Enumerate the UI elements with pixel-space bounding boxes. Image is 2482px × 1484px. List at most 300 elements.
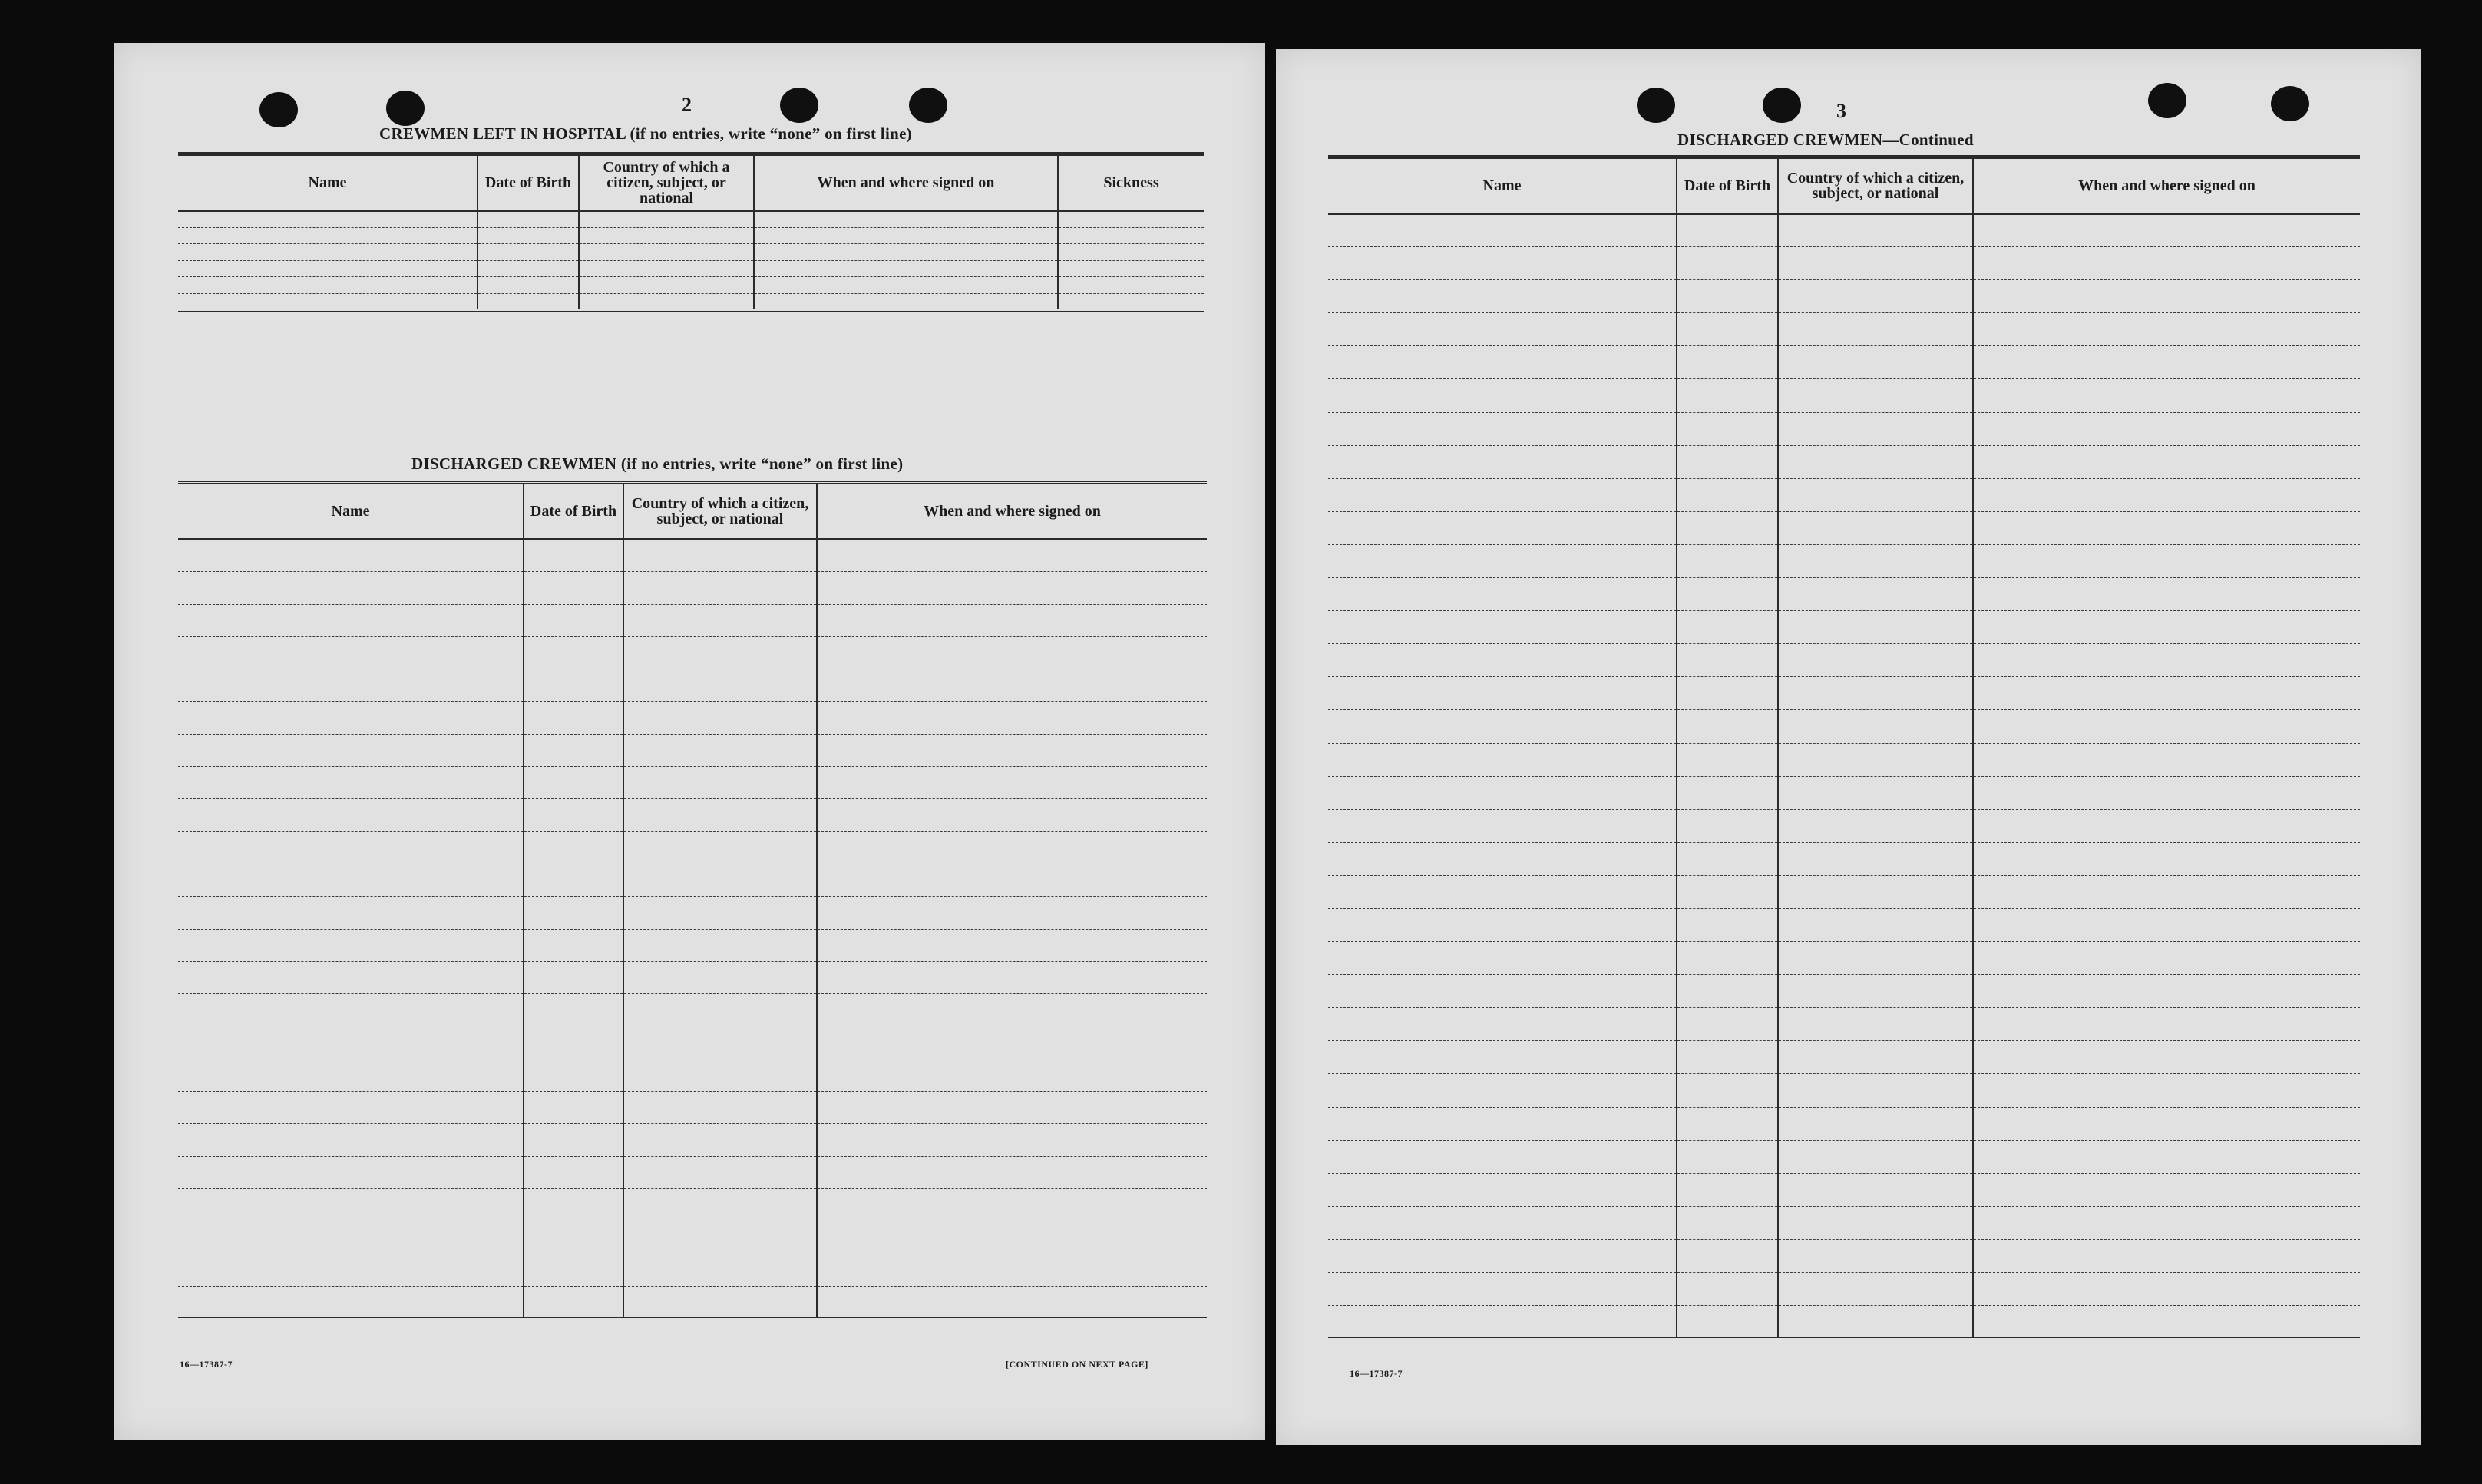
- table-cell[interactable]: [1328, 776, 1677, 809]
- table-cell[interactable]: [623, 702, 817, 734]
- table-cell[interactable]: [1973, 677, 2360, 710]
- table-cell[interactable]: [1677, 247, 1778, 280]
- table-cell[interactable]: [1328, 578, 1677, 611]
- table-cell[interactable]: [1328, 710, 1677, 743]
- table-cell[interactable]: [1677, 1140, 1778, 1173]
- table-cell[interactable]: [1973, 1173, 2360, 1206]
- table-cell[interactable]: [817, 604, 1207, 636]
- table-cell[interactable]: [754, 244, 1058, 261]
- table-cell[interactable]: [524, 831, 623, 864]
- table-cell[interactable]: [817, 1286, 1207, 1318]
- table-row: [178, 211, 1204, 228]
- table-cell[interactable]: [178, 540, 524, 572]
- table-cell[interactable]: [1328, 875, 1677, 908]
- table-cell[interactable]: [1778, 1008, 1973, 1041]
- table-cell[interactable]: [1677, 1206, 1778, 1239]
- table-row: [178, 831, 1207, 864]
- table-cell[interactable]: [579, 227, 754, 244]
- table-row: [1328, 346, 2360, 379]
- table-cell[interactable]: [1677, 412, 1778, 445]
- table-cell[interactable]: [623, 1156, 817, 1188]
- table-cell[interactable]: [1973, 578, 2360, 611]
- table-cell[interactable]: [1973, 942, 2360, 975]
- table-cell[interactable]: [1677, 1173, 1778, 1206]
- table-row: [178, 767, 1207, 799]
- table-cell[interactable]: [817, 572, 1207, 604]
- table-cell[interactable]: [178, 277, 478, 294]
- table-cell[interactable]: [1328, 214, 1677, 247]
- table-cell[interactable]: [754, 277, 1058, 294]
- table-cell[interactable]: [817, 636, 1207, 669]
- table-cell[interactable]: [524, 961, 623, 993]
- table-cell[interactable]: [623, 1221, 817, 1254]
- table-cell[interactable]: [817, 929, 1207, 961]
- table-cell[interactable]: [1328, 942, 1677, 975]
- table-cell[interactable]: [178, 961, 524, 993]
- table-row: [1328, 1041, 2360, 1074]
- table-cell[interactable]: [1677, 511, 1778, 544]
- table-cell[interactable]: [524, 1286, 623, 1318]
- table-row: [178, 799, 1207, 831]
- table-cell[interactable]: [1328, 1206, 1677, 1239]
- table-cell[interactable]: [1328, 511, 1677, 544]
- table-cell[interactable]: [1677, 611, 1778, 644]
- table-cell[interactable]: [1778, 809, 1973, 842]
- table-cell[interactable]: [1778, 313, 1973, 346]
- table-row: [178, 669, 1207, 702]
- discharged-title: DISCHARGED CREWMEN: [411, 454, 617, 473]
- table-cell[interactable]: [1973, 478, 2360, 511]
- table-cell[interactable]: [623, 1188, 817, 1221]
- punch-hole: [909, 88, 947, 123]
- table-cell[interactable]: [1778, 1140, 1973, 1173]
- table-cell[interactable]: [1778, 908, 1973, 941]
- table-cell[interactable]: [1973, 644, 2360, 677]
- table-cell[interactable]: [524, 1254, 623, 1286]
- table-cell[interactable]: [817, 1026, 1207, 1059]
- table-cell[interactable]: [817, 1188, 1207, 1221]
- table-cell[interactable]: [1677, 809, 1778, 842]
- table-cell[interactable]: [178, 702, 524, 734]
- table-cell[interactable]: [478, 211, 579, 228]
- table-cell[interactable]: [1778, 578, 1973, 611]
- table-cell[interactable]: [1328, 1074, 1677, 1107]
- table-cell[interactable]: [817, 831, 1207, 864]
- table-cell[interactable]: [817, 961, 1207, 993]
- table-cell[interactable]: [1973, 544, 2360, 577]
- table-cell[interactable]: [1328, 379, 1677, 412]
- col-header-name: Name: [178, 483, 524, 540]
- table-cell[interactable]: [579, 244, 754, 261]
- table-cell[interactable]: [623, 1059, 817, 1091]
- table-row: [1328, 1239, 2360, 1272]
- table-row: [1328, 412, 2360, 445]
- table-cell[interactable]: [817, 1156, 1207, 1188]
- table-cell[interactable]: [1677, 1306, 1778, 1339]
- table-cell[interactable]: [524, 540, 623, 572]
- table-cell[interactable]: [623, 1286, 817, 1318]
- table-cell[interactable]: [1973, 842, 2360, 875]
- table-cell[interactable]: [579, 260, 754, 277]
- table-cell[interactable]: [1973, 1140, 2360, 1173]
- table-cell[interactable]: [178, 604, 524, 636]
- table-cell[interactable]: [1058, 277, 1204, 294]
- table-cell[interactable]: [178, 1026, 524, 1059]
- table-cell[interactable]: [1677, 842, 1778, 875]
- table-cell[interactable]: [1973, 313, 2360, 346]
- table-cell[interactable]: [623, 1254, 817, 1286]
- hospital-section-title: [379, 124, 912, 144]
- table-cell[interactable]: [1778, 1273, 1973, 1306]
- table-cell[interactable]: [1677, 743, 1778, 776]
- table-cell[interactable]: [1778, 445, 1973, 478]
- table-cell[interactable]: [1778, 1074, 1973, 1107]
- table-cell[interactable]: [178, 1254, 524, 1286]
- table-cell[interactable]: [524, 1188, 623, 1221]
- table-row: [178, 604, 1207, 636]
- table-cell[interactable]: [1973, 1107, 2360, 1140]
- table-cell[interactable]: [817, 540, 1207, 572]
- table-cell[interactable]: [623, 1092, 817, 1124]
- table-cell[interactable]: [1677, 1107, 1778, 1140]
- table-cell[interactable]: [524, 1124, 623, 1156]
- table-cell[interactable]: [817, 994, 1207, 1026]
- table-row: [1328, 1140, 2360, 1173]
- table-cell[interactable]: [1973, 346, 2360, 379]
- table-cell[interactable]: [1973, 908, 2360, 941]
- table-cell[interactable]: [178, 1221, 524, 1254]
- table-cell[interactable]: [1973, 776, 2360, 809]
- table-cell[interactable]: [1677, 313, 1778, 346]
- col-header-when-where-signed-on: When and where signed on: [754, 154, 1058, 211]
- table-cell[interactable]: [1973, 280, 2360, 313]
- table-cell[interactable]: [579, 211, 754, 228]
- table-cell[interactable]: [478, 227, 579, 244]
- page-number: 2: [682, 94, 692, 116]
- table-cell[interactable]: [1778, 412, 1973, 445]
- table-row: [178, 572, 1207, 604]
- table-cell[interactable]: [1778, 1173, 1973, 1206]
- table-cell[interactable]: [1677, 478, 1778, 511]
- table-cell[interactable]: [178, 572, 524, 604]
- table-cell[interactable]: [178, 897, 524, 929]
- table-cell[interactable]: [1677, 1041, 1778, 1074]
- hospital-title: CREWMEN LEFT IN HOSPITAL: [379, 124, 626, 143]
- table-cell[interactable]: [623, 864, 817, 896]
- table-cell[interactable]: [178, 293, 478, 310]
- table-cell[interactable]: [817, 1254, 1207, 1286]
- table-cell[interactable]: [579, 293, 754, 310]
- table-cell[interactable]: [524, 636, 623, 669]
- table-cell[interactable]: [178, 1156, 524, 1188]
- table-cell[interactable]: [478, 244, 579, 261]
- table-cell[interactable]: [1778, 677, 1973, 710]
- table-cell[interactable]: [817, 1124, 1207, 1156]
- table-cell[interactable]: [754, 227, 1058, 244]
- table-cell[interactable]: [178, 864, 524, 896]
- table-cell[interactable]: [623, 1124, 817, 1156]
- table-row: [178, 227, 1204, 244]
- table-cell[interactable]: [1973, 445, 2360, 478]
- table-cell[interactable]: [1778, 346, 1973, 379]
- table-cell[interactable]: [1973, 809, 2360, 842]
- table-cell[interactable]: [817, 767, 1207, 799]
- table-row: [178, 994, 1207, 1026]
- table-cell[interactable]: [524, 734, 623, 766]
- table-cell[interactable]: [178, 636, 524, 669]
- table-cell[interactable]: [1058, 260, 1204, 277]
- table-cell[interactable]: [1328, 1239, 1677, 1272]
- table-cell[interactable]: [1778, 1206, 1973, 1239]
- table-cell[interactable]: [178, 799, 524, 831]
- table-cell[interactable]: [524, 864, 623, 896]
- table-cell[interactable]: [1328, 677, 1677, 710]
- table-row: [1328, 544, 2360, 577]
- table-cell[interactable]: [817, 864, 1207, 896]
- table-cell[interactable]: [178, 1286, 524, 1318]
- table-row: [178, 702, 1207, 734]
- table-cell[interactable]: [524, 1092, 623, 1124]
- table-cell[interactable]: [1677, 710, 1778, 743]
- table-cell[interactable]: [1677, 875, 1778, 908]
- table-cell[interactable]: [1973, 1074, 2360, 1107]
- table-cell[interactable]: [623, 961, 817, 993]
- table-cell[interactable]: [754, 260, 1058, 277]
- table-row: [1328, 445, 2360, 478]
- table-cell[interactable]: [623, 669, 817, 702]
- table-cell[interactable]: [1328, 1273, 1677, 1306]
- table-cell[interactable]: [524, 702, 623, 734]
- table-cell[interactable]: [1973, 710, 2360, 743]
- table-cell[interactable]: [1778, 1107, 1973, 1140]
- table-cell[interactable]: [1058, 211, 1204, 228]
- table-cell[interactable]: [1677, 280, 1778, 313]
- table-cell[interactable]: [1677, 445, 1778, 478]
- table-cell[interactable]: [1328, 975, 1677, 1008]
- table-cell[interactable]: [1058, 293, 1204, 310]
- table-cell[interactable]: [623, 604, 817, 636]
- table-cell[interactable]: [1778, 611, 1973, 644]
- table-cell[interactable]: [1973, 743, 2360, 776]
- table-cell[interactable]: [1778, 975, 1973, 1008]
- table-cell[interactable]: [1778, 776, 1973, 809]
- table-cell[interactable]: [1328, 412, 1677, 445]
- table-cell[interactable]: [623, 767, 817, 799]
- table-cell[interactable]: [178, 669, 524, 702]
- table-cell[interactable]: [524, 767, 623, 799]
- table-cell[interactable]: [178, 929, 524, 961]
- table-cell[interactable]: [1973, 1206, 2360, 1239]
- table-cell[interactable]: [1328, 478, 1677, 511]
- table-cell[interactable]: [1973, 412, 2360, 445]
- table-cell[interactable]: [1973, 247, 2360, 280]
- table-cell[interactable]: [178, 994, 524, 1026]
- table-cell[interactable]: [524, 572, 623, 604]
- table-cell[interactable]: [817, 799, 1207, 831]
- table-cell[interactable]: [579, 277, 754, 294]
- table-cell[interactable]: [1973, 1306, 2360, 1339]
- table-cell[interactable]: [1328, 1306, 1677, 1339]
- table-cell[interactable]: [1778, 379, 1973, 412]
- table-cell[interactable]: [1328, 1140, 1677, 1173]
- table-cell[interactable]: [1778, 942, 1973, 975]
- table-row: [1328, 908, 2360, 941]
- table-cell[interactable]: [1677, 214, 1778, 247]
- table-cell[interactable]: [1328, 247, 1677, 280]
- table-cell[interactable]: [1328, 313, 1677, 346]
- table-cell[interactable]: [1677, 1008, 1778, 1041]
- table-row: [1328, 313, 2360, 346]
- table-cell[interactable]: [623, 831, 817, 864]
- table-cell[interactable]: [817, 669, 1207, 702]
- table-cell[interactable]: [524, 669, 623, 702]
- table-cell[interactable]: [1778, 280, 1973, 313]
- table-cell[interactable]: [1973, 611, 2360, 644]
- table-cell[interactable]: [178, 734, 524, 766]
- table-cell[interactable]: [1778, 544, 1973, 577]
- table-cell[interactable]: [1778, 1041, 1973, 1074]
- col-header-country: Country of which a citizen, subject, or national: [623, 483, 817, 540]
- table-cell[interactable]: [1677, 908, 1778, 941]
- table-cell[interactable]: [1328, 1173, 1677, 1206]
- table-cell[interactable]: [524, 994, 623, 1026]
- col-header-sickness: Sickness: [1058, 154, 1204, 211]
- table-cell[interactable]: [1778, 511, 1973, 544]
- table-cell[interactable]: [1328, 280, 1677, 313]
- table-cell[interactable]: [817, 734, 1207, 766]
- table-cell[interactable]: [1973, 975, 2360, 1008]
- table-cell[interactable]: [1778, 247, 1973, 280]
- table-cell[interactable]: [178, 227, 478, 244]
- table-cell[interactable]: [623, 929, 817, 961]
- table-cell[interactable]: [524, 799, 623, 831]
- table-cell[interactable]: [1328, 611, 1677, 644]
- table-cell[interactable]: [178, 244, 478, 261]
- table-cell[interactable]: [1677, 1074, 1778, 1107]
- table-cell[interactable]: [817, 1092, 1207, 1124]
- table-cell[interactable]: [1328, 544, 1677, 577]
- table-cell[interactable]: [1328, 346, 1677, 379]
- table-cell[interactable]: [524, 929, 623, 961]
- table-cell[interactable]: [623, 540, 817, 572]
- table-cell[interactable]: [1328, 809, 1677, 842]
- table-cell[interactable]: [524, 604, 623, 636]
- table-row: [178, 1059, 1207, 1091]
- table-row: [1328, 611, 2360, 644]
- table-cell[interactable]: [1328, 445, 1677, 478]
- table-cell[interactable]: [1778, 875, 1973, 908]
- table-cell[interactable]: [1973, 1239, 2360, 1272]
- table-row: [1328, 1206, 2360, 1239]
- table-cell[interactable]: [178, 767, 524, 799]
- table-row: [178, 636, 1207, 669]
- table-cell[interactable]: [1677, 677, 1778, 710]
- table-cell[interactable]: [1677, 346, 1778, 379]
- table-cell[interactable]: [478, 260, 579, 277]
- table-cell[interactable]: [1778, 1306, 1973, 1339]
- table-cell[interactable]: [524, 1156, 623, 1188]
- table-cell[interactable]: [524, 1221, 623, 1254]
- table-row: [1328, 942, 2360, 975]
- table-cell[interactable]: [1778, 710, 1973, 743]
- table-cell[interactable]: [817, 897, 1207, 929]
- table-cell[interactable]: [1973, 1008, 2360, 1041]
- table-cell[interactable]: [1677, 975, 1778, 1008]
- table-cell[interactable]: [1778, 478, 1973, 511]
- table-cell[interactable]: [623, 572, 817, 604]
- table-cell[interactable]: [623, 897, 817, 929]
- table-row: [178, 961, 1207, 993]
- table-cell[interactable]: [524, 897, 623, 929]
- table-cell[interactable]: [1677, 379, 1778, 412]
- table-cell[interactable]: [1328, 1107, 1677, 1140]
- table-cell[interactable]: [1973, 1041, 2360, 1074]
- table-row: [1328, 214, 2360, 247]
- table-cell[interactable]: [623, 994, 817, 1026]
- table-cell[interactable]: [178, 1059, 524, 1091]
- table-cell[interactable]: [1328, 644, 1677, 677]
- table-cell[interactable]: [1058, 227, 1204, 244]
- table-cell[interactable]: [1973, 379, 2360, 412]
- table-cell[interactable]: [817, 702, 1207, 734]
- table-cell[interactable]: [1973, 1273, 2360, 1306]
- table-cell[interactable]: [178, 831, 524, 864]
- table-cell[interactable]: [1058, 244, 1204, 261]
- table-cell[interactable]: [1778, 214, 1973, 247]
- table-cell[interactable]: [623, 1026, 817, 1059]
- table-cell[interactable]: [1677, 578, 1778, 611]
- table-cell[interactable]: [524, 1026, 623, 1059]
- table-cell[interactable]: [623, 636, 817, 669]
- table-cell[interactable]: [478, 277, 579, 294]
- table-cell[interactable]: [1677, 544, 1778, 577]
- table-cell[interactable]: [178, 1124, 524, 1156]
- table-cell[interactable]: [1973, 214, 2360, 247]
- discharged-continued-table: [1328, 155, 2360, 1340]
- table-cell[interactable]: [754, 211, 1058, 228]
- table-cell[interactable]: [1677, 1273, 1778, 1306]
- table-cell[interactable]: [178, 211, 478, 228]
- table-row: [178, 1124, 1207, 1156]
- table-cell[interactable]: [1778, 644, 1973, 677]
- table-cell[interactable]: [1973, 875, 2360, 908]
- table-cell[interactable]: [524, 1059, 623, 1091]
- table-cell[interactable]: [1328, 1008, 1677, 1041]
- table-cell[interactable]: [1677, 942, 1778, 975]
- table-cell[interactable]: [178, 260, 478, 277]
- table-cell[interactable]: [1328, 1041, 1677, 1074]
- table-cell[interactable]: [1778, 842, 1973, 875]
- table-cell[interactable]: [1328, 842, 1677, 875]
- table-row: [178, 734, 1207, 766]
- table-cell[interactable]: [1778, 743, 1973, 776]
- table-cell[interactable]: [1328, 743, 1677, 776]
- table-cell[interactable]: [178, 1092, 524, 1124]
- table-cell[interactable]: [754, 293, 1058, 310]
- table-cell[interactable]: [178, 1188, 524, 1221]
- table-cell[interactable]: [478, 293, 579, 310]
- table-cell[interactable]: [817, 1059, 1207, 1091]
- table-cell[interactable]: [817, 1221, 1207, 1254]
- table-cell[interactable]: [1778, 1239, 1973, 1272]
- table-cell[interactable]: [1973, 511, 2360, 544]
- table-cell[interactable]: [1677, 1239, 1778, 1272]
- table-cell[interactable]: [623, 799, 817, 831]
- table-cell[interactable]: [1328, 908, 1677, 941]
- table-cell[interactable]: [1677, 644, 1778, 677]
- table-cell[interactable]: [1677, 776, 1778, 809]
- table-cell[interactable]: [623, 734, 817, 766]
